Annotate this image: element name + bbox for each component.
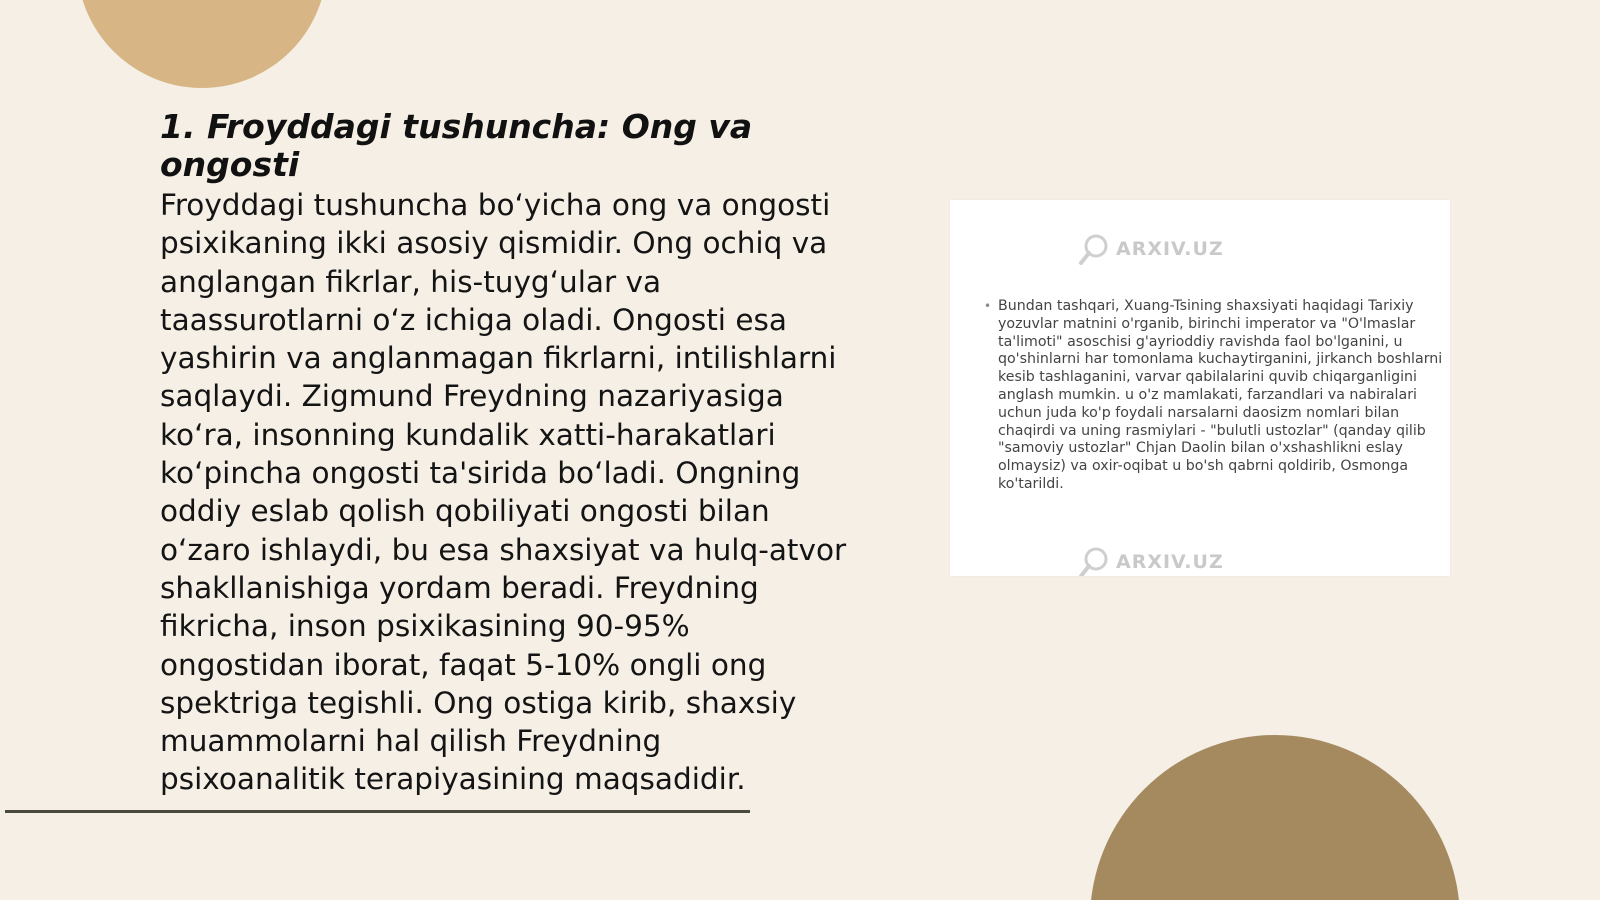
watermark-top	[1078, 232, 1224, 266]
decorative-circle-top	[77, 0, 327, 88]
watermark-text: ARXIV.UZ	[1116, 238, 1224, 260]
magnifier-icon	[1078, 232, 1112, 266]
slide-title: 1. Froyddagi tushuncha: Ong va ongosti	[160, 107, 753, 184]
decorative-circle-bottom	[1090, 735, 1460, 900]
watermark-text: ARXIV.UZ	[1116, 551, 1224, 573]
document-image-card	[950, 200, 1450, 576]
document-bullet-list	[980, 298, 1443, 494]
document-bullet-item: • Bundan tashqari, Xuang-Tsining shaxsiyati haqidagi Tarixiy yozuvlar matnini o'rganib, birinchi imperator va "O'lmaslar ta'limoti" asoschisi g'ayrioddiy ravishda faol bo'lganini, u qo'shinlarni har tomonlama kuchaytirganini, jirkanch boshlarni kesib tashlaganini, varvar qabilalarini quvib chiqarganligini anglash mumkin. u o'z mamlakati, farzandlari va nabiralari uchun juda ko'p foydali narsalarni daosizm nomlari bilan chaqirdi va uning rasmiylari - "bulutli ustozlar" (qanday qilib "samoviy ustozlar" Chjan Daolin bilan o'xshashlikni eslay olmaysiz) va oxir-oqibat u bo'sh qabrni qoldirib, Osmonga ko'tarildi.	[998, 298, 1443, 494]
magnifier-icon	[1078, 545, 1112, 576]
divider-line	[5, 810, 750, 813]
watermark-bottom	[1078, 545, 1224, 576]
slide-body-text: Froyddagi tushuncha boʻyicha ong va ongosti psixikaning ikki asosiy qismidir. Ong ochiq va anglangan fikrlar, his-tuygʻular va taassurotlarni oʻz ichiga oladi. Ongosti esa yashirin va anglanmagan fikrlarni, intilishlarni saqlaydi. Zigmund Freydning nazariyasiga koʻra, insonning kundalik xatti-harakatlari koʻpincha ongosti ta'sirida boʻladi. Ongning oddiy eslab qolish qobiliyati ongosti bilan oʻzaro ishlaydi, bu esa shaxsiyat va hulq-atvor shakllanishiga yordam beradi. Freydning fikricha, inson psixikasining 90-95% ongostidan iborat, faqat 5-10% ongli ong spektriga tegishli. Ong ostiga kirib, shaxsiy muammolarni hal qilish Freydning psixoanalitik terapiyasining maqsadidir.	[160, 188, 847, 797]
